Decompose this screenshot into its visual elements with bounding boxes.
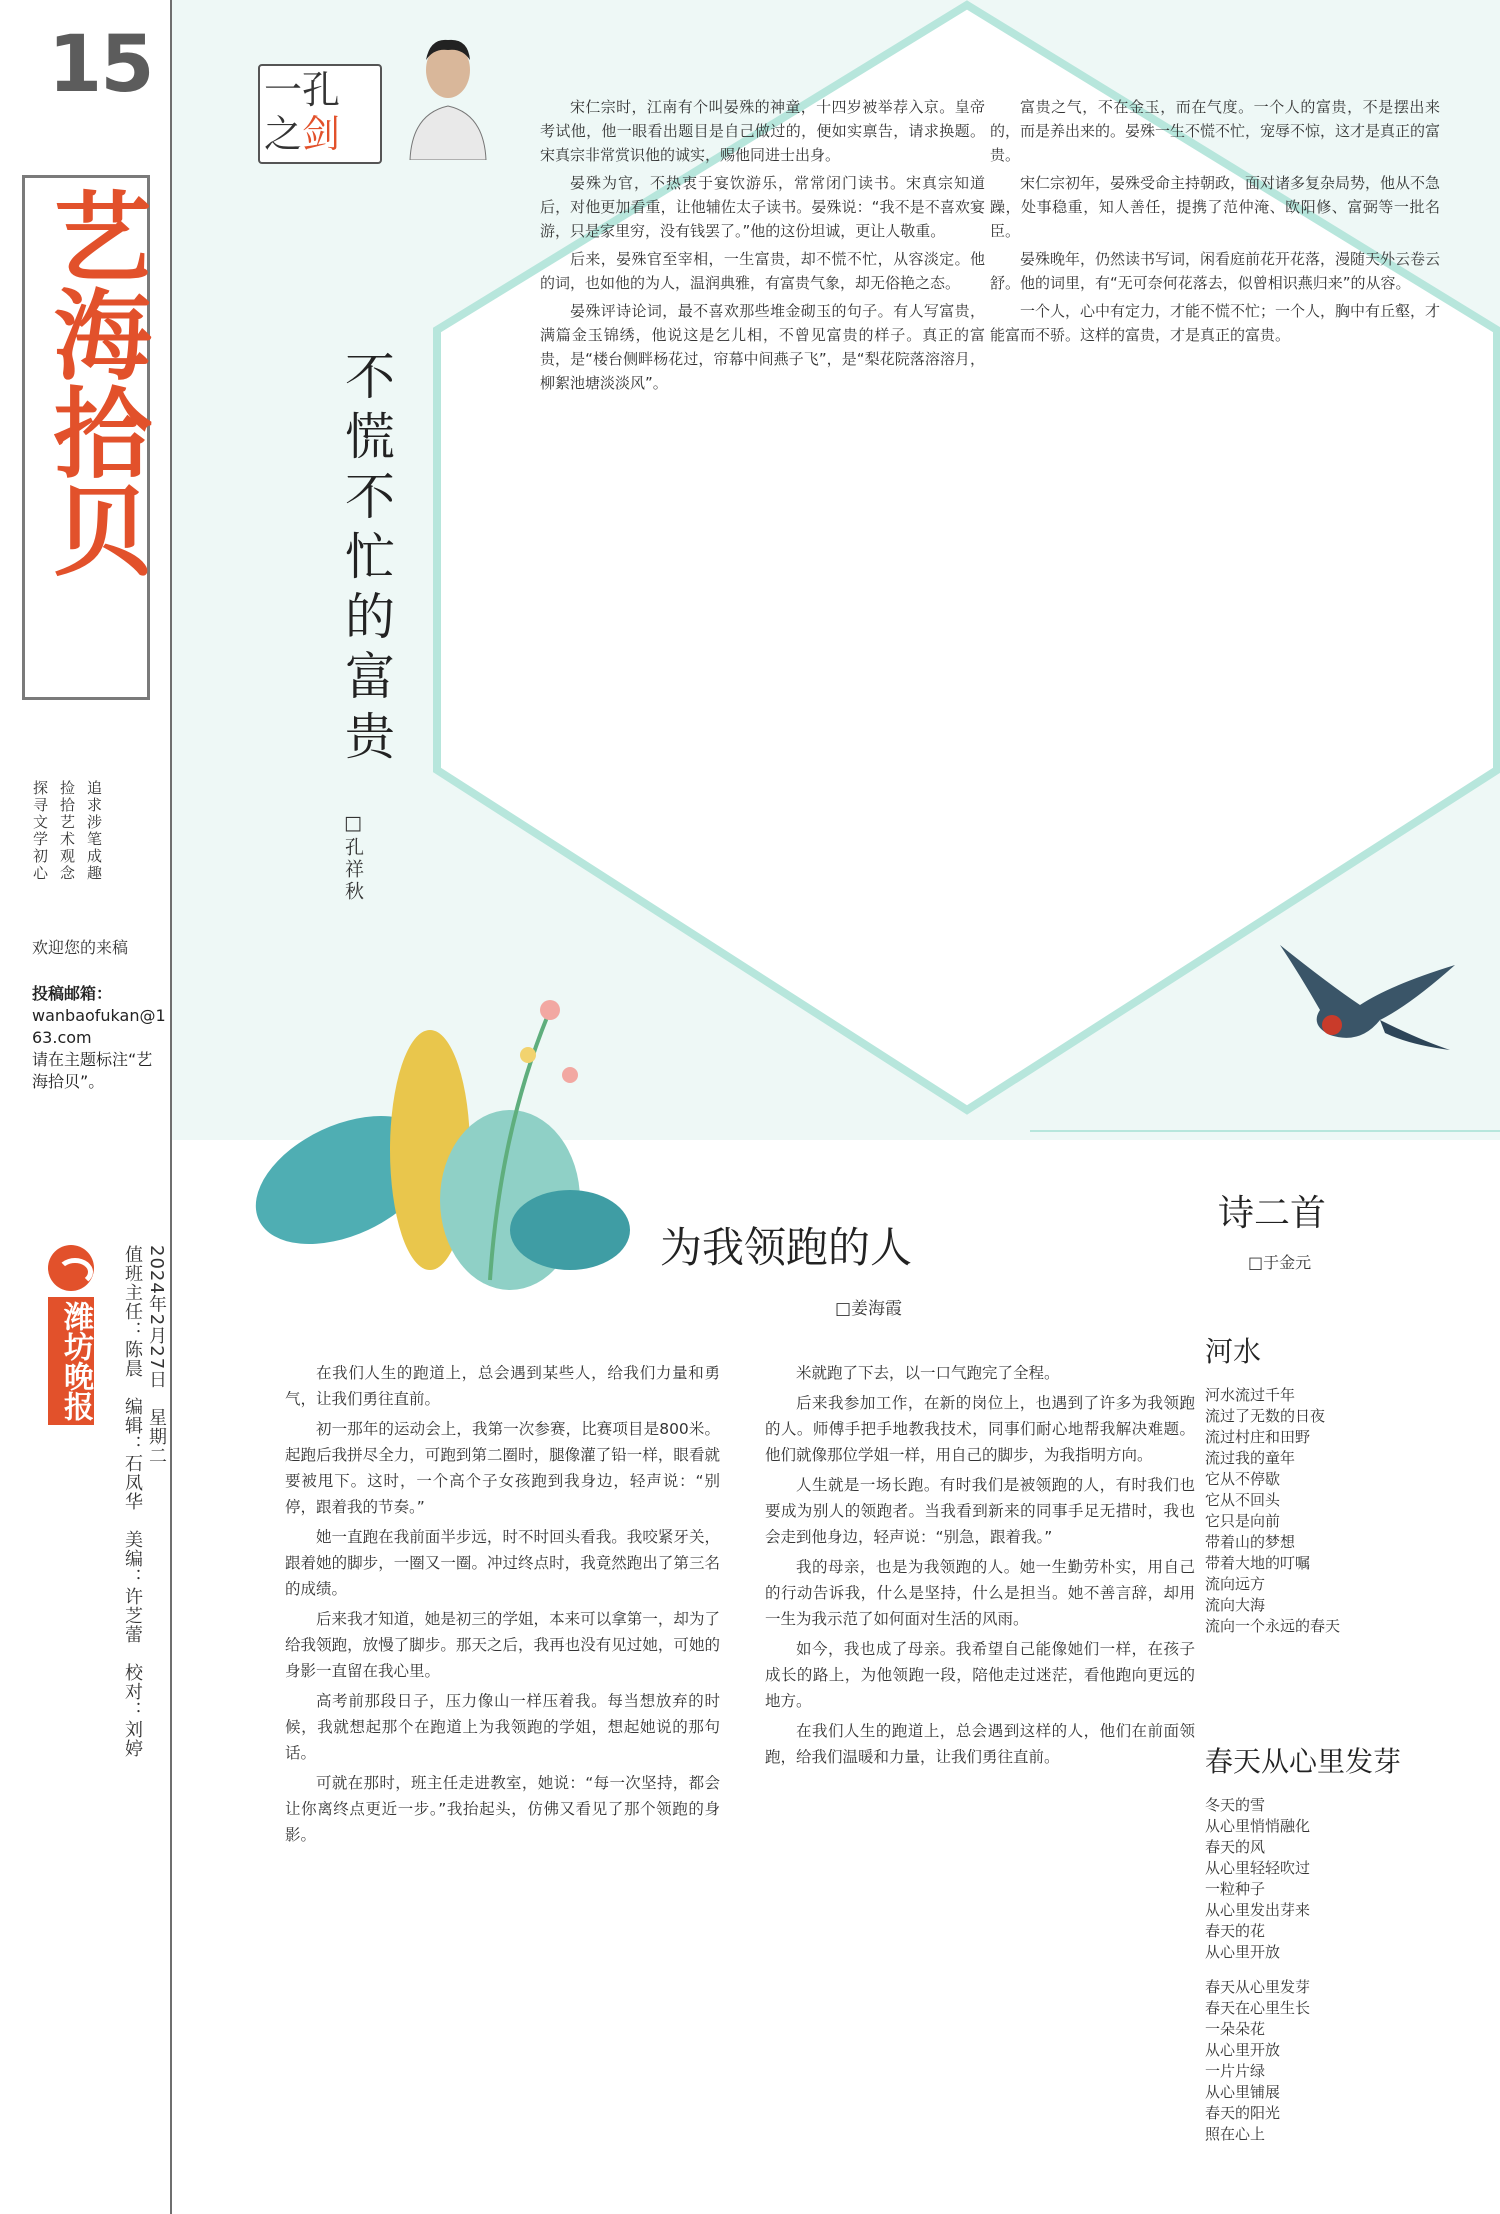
- contact-note: 请在主题标注“艺海拾贝”。: [32, 1050, 153, 1091]
- poem-line: 流过了无数的日夜: [1205, 1407, 1326, 1425]
- welcome-text: 欢迎您的来稿: [32, 938, 129, 957]
- story1-paragraph: 晏殊为官，不热衷于宴饮游乐，常常闭门读书。宋真宗知道后，对他更加看重，让他辅佐太子读书。晏殊说：“我不是不喜欢宴游，只是家里穷，没有钱罢了。”他的这份坦诚，更让人敬重。: [540, 174, 985, 240]
- poem-line: 春天从心里发芽: [1205, 1978, 1311, 1996]
- story2-body-col2: [765, 1360, 1195, 2200]
- story2-paragraph: 后来我才知道，她是初三的学姐，本来可以拿第一，却为了给我领跑，放慢了脚步。那天之后，我再也没有见过她，可她的身影一直留在我心里。: [285, 1610, 720, 1680]
- story2-paragraph: 高考前那段日子，压力像山一样压着我。每当想放弃的时候，我就想起那个在跑道上为我领跑的学姐，想起她说的那句话。: [285, 1692, 720, 1762]
- story2-paragraph: 后来我参加工作，在新的岗位上，也遇到了许多为我领跑的人。师傅手把手地教我技术，同事们耐心地帮我解决难题。他们就像那位学姐一样，用自己的脚步，为我指明方向。: [765, 1394, 1195, 1464]
- story1-paragraph: 晏殊晚年，仍然读书写词，闲看庭前花开花落，漫随天外云卷云舒。他的词里，有“无可奈何花落去，似曾相识燕归来”的从容。: [990, 250, 1441, 292]
- story2-paragraph: 可就在那时，班主任走进教室，她说：“每一次坚持，都会让你离终点更近一步。”我抬起头，仿佛又看见了那个领跑的身影。: [285, 1774, 720, 1844]
- poem-line: 河水流过千年: [1205, 1386, 1296, 1404]
- poem-line: 一片片绿: [1205, 2062, 1266, 2080]
- story2-paragraph: 在我们人生的跑道上，总会遇到某些人，给我们力量和勇气，让我们勇往直前。: [285, 1364, 720, 1408]
- story2-paragraph: 她一直跑在我前面半步远，时不时回头看我。我咬紧牙关，跟着她的脚步，一圈又一圈。冲过终点时，我竟然跑出了第三名的成绩。: [285, 1528, 720, 1598]
- poem-line: 春天的花: [1205, 1922, 1266, 1940]
- columnist-portrait-icon: [400, 30, 496, 160]
- story2-paragraph: 人生就是一场长跑。有时我们是被领跑的人，有时我们也要成为别人的领跑者。当我看到新来的同事手足无措时，我也会走到他身边，轻声说：“别急，跟着我。”: [765, 1476, 1195, 1546]
- poem2-title: 春天从心里发芽: [1205, 1745, 1402, 1778]
- poem-line: 它从不回头: [1205, 1491, 1281, 1509]
- poem-line: 从心里开放: [1205, 2041, 1281, 2059]
- story2-body-col1: [285, 1360, 720, 2200]
- story2-paragraph: 如今，我也成了母亲。我希望自己能像她们一样，在孩子成长的路上，为他领跑一段，陪他走过迷茫，看他跑向更远的地方。: [765, 1640, 1195, 1710]
- story1-byline: □孔祥秋: [342, 812, 364, 903]
- poem-line: 带着大地的叮嘱: [1205, 1554, 1311, 1572]
- column-title-text: 艺海拾贝: [37, 186, 152, 578]
- columnist-badge: [258, 30, 498, 170]
- poem-line: 带着山的梦想: [1205, 1533, 1296, 1551]
- column-title-box: [22, 175, 150, 700]
- motto-1: 追求涉笔成趣: [85, 780, 103, 882]
- story1-paragraph: 宋仁宗初年，晏殊受命主持朝政，面对诸多复杂局势，他从不急躁，处事稳重，知人善任，提携了范仲淹、欧阳修、富弼等一批名臣。: [990, 174, 1441, 240]
- left-masthead: [0, 0, 170, 2214]
- story1-paragraph: 宋仁宗时，江南有个叫晏殊的神童，十四岁被举荐入京。皇帝考试他，他一眼看出题目是自己做过的，便如实禀告，请求换题。宋真宗非常赏识他的诚实，赐他同进士出身。: [540, 98, 985, 164]
- story1-paragraph: 后来，晏殊官至宰相，一生富贵，却不慌不忙，从容淡定。他的词，也如他的为人，温润典雅，有富贵气象，却无俗艳之态。: [540, 250, 985, 292]
- poem2-body: [1205, 1795, 1490, 2145]
- flower-2: [520, 1047, 536, 1063]
- poem-line: 冬天的雪: [1205, 1796, 1266, 1814]
- issue-info: [120, 1245, 168, 1758]
- columnist-name-box: [258, 64, 382, 164]
- story2-paragraph: 我的母亲，也是为我领跑的人。她一生勤劳朴实，用自己的行动告诉我，什么是坚持，什么是担当。她不善言辞，却用一生为我示范了如何面对生活的风雨。: [765, 1558, 1195, 1628]
- poem1-body: [1205, 1385, 1490, 1637]
- story2-byline: □姜海霞: [835, 1299, 903, 1319]
- poem-line: 春天的风: [1205, 1838, 1266, 1856]
- paper-name: 潍坊晚报: [48, 1297, 94, 1425]
- poems-byline: □于金元: [1248, 1253, 1312, 1272]
- plant-illustration-icon: [250, 980, 640, 1300]
- motto-2: 捡拾艺术观念: [58, 780, 76, 882]
- story2-paragraph: 在我们人生的跑道上，总会遇到这样的人，他们在前面领跑，给我们温暖和力量，让我们勇往直前。: [765, 1722, 1195, 1766]
- story1-paragraph: 富贵之气，不在金玉，而在气度。一个人的富贵，不是摆出来的，而是养出来的。晏殊一生不慌不忙，宠辱不惊，这才是真正的富贵。: [990, 98, 1441, 164]
- column-title: [25, 186, 153, 578]
- poem-line: 流过我的童年: [1205, 1449, 1296, 1467]
- poem-line: 从心里开放: [1205, 1943, 1281, 1961]
- story1-paragraph: 一个人，心中有定力，才能不慌不忙；一个人，胸中有丘壑，才能富而不骄。这样的富贵，才是真正的富贵。: [990, 302, 1441, 344]
- story2-paragraph: 初一那年的运动会上，我第一次参赛，比赛项目是800米。起跑后我拼尽全力，可跑到第二圈时，腿像灌了铅一样，眼看就要被甩下。这时，一个高个子女孩跑到我身边，轻声说：“别停，跟着我的节奏。”: [285, 1420, 720, 1516]
- story1-paragraph: 晏殊评诗论词，最不喜欢那些堆金砌玉的句子。有人写富贵，满篇金玉锦绣，他说这是乞儿相，不曾见富贵的样子。真正的富贵，是“楼台侧畔杨花过，帘幕中间燕子飞”，是“梨花院落溶溶月，柳絮池塘淡淡风”。: [540, 302, 985, 392]
- poem-line: 它从不停歇: [1205, 1470, 1281, 1488]
- flower-1: [540, 1000, 560, 1020]
- swallow-bird-icon: [1270, 945, 1460, 1055]
- poems-heading: 诗二首: [1218, 1193, 1327, 1234]
- poem-line: 一朵朵花: [1205, 2020, 1266, 2038]
- page-number: 15: [48, 20, 153, 110]
- bird-tail: [1380, 1020, 1450, 1050]
- story2-headline: 为我领跑的人: [660, 1223, 913, 1272]
- flower-3: [562, 1067, 578, 1083]
- contact-block: [32, 983, 167, 1093]
- poem-line: 流向大海: [1205, 1596, 1266, 1614]
- columnist-name-2: 之: [264, 112, 303, 156]
- poem-line: 从心里铺展: [1205, 2083, 1281, 2101]
- poem-line: 它只是向前: [1205, 1512, 1281, 1530]
- poem-line: 春天在心里生长: [1205, 1999, 1311, 2017]
- poem-line: 流向一个永远的春天: [1205, 1617, 1341, 1635]
- bird-throat: [1322, 1015, 1342, 1035]
- poem-line: 从心里悄悄融化: [1205, 1817, 1311, 1835]
- story1-headline: 不慌不忙的富贵: [337, 350, 395, 770]
- columnist-name-3: 剑: [302, 112, 341, 156]
- stanza-gap: [1205, 1963, 1490, 1977]
- issue-date: 2024年2月27日 星期二: [146, 1245, 167, 1466]
- poem1-title: 河水: [1205, 1335, 1262, 1368]
- section-divider: [1030, 1130, 1500, 1132]
- poem-line: 从心里发出芽来: [1205, 1901, 1311, 1919]
- poem-line: 流过村庄和田野: [1205, 1428, 1311, 1446]
- motto-3: 探寻文学初心: [31, 780, 49, 882]
- mottos: [30, 780, 105, 950]
- paper-logo-icon: [48, 1245, 94, 1291]
- bird-body: [1280, 945, 1455, 1038]
- contact-email[interactable]: wanbaofukan@163.com: [32, 1006, 166, 1047]
- story2-paragraph: 米就跑了下去，以一口气跑完了全程。: [796, 1364, 1060, 1382]
- poem-line: 一粒种子: [1205, 1880, 1266, 1898]
- contact-label: 投稿邮箱：: [32, 984, 113, 1003]
- staff-credits: 值班主任：陈晨 编辑：石凤华 美编：许芝蕾 校对：刘婷: [122, 1245, 143, 1758]
- poem-line: 春天的阳光: [1205, 2104, 1281, 2122]
- leaf-4: [510, 1190, 630, 1270]
- poem-line: 照在心上: [1205, 2125, 1266, 2143]
- poem-line: 流向远方: [1205, 1575, 1266, 1593]
- story1-body-col1: [540, 95, 985, 1085]
- columnist-name-1: 一孔: [264, 68, 341, 112]
- paper-logo: [48, 1245, 94, 1425]
- columnist-name: [264, 68, 340, 156]
- portrait-shirt: [410, 106, 486, 160]
- story1-body-col2: [990, 95, 1440, 1085]
- poem-line: 从心里轻轻吹过: [1205, 1859, 1311, 1877]
